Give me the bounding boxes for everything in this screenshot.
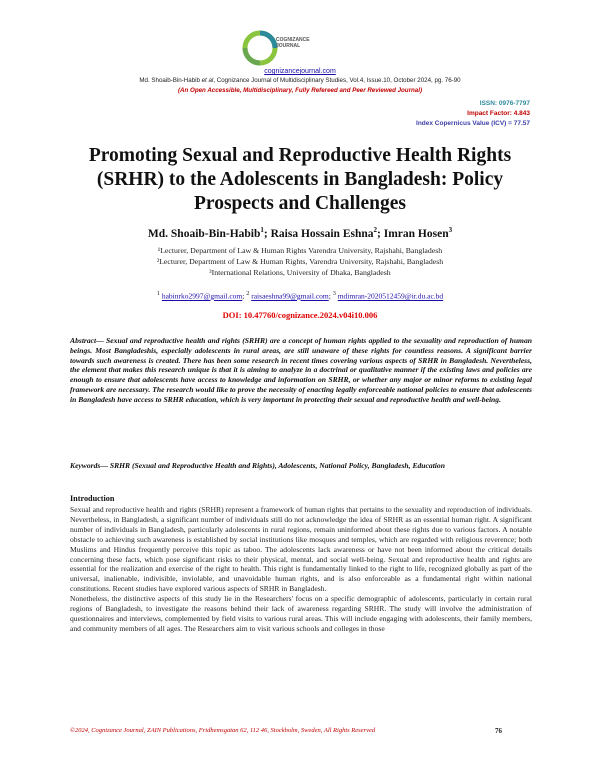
copyright-text: ©2024, Cognizance Journal, ZAIN Publications, Fridhemsgatan 62, 112 46, Stockholm, Sweden, All Rights Reserved <box>70 727 376 734</box>
author-name: Raisa Hossain Eshna <box>270 227 374 240</box>
icv-text: Index Copernicus Value (ICV) = 77.57 <box>416 120 530 127</box>
page-footer <box>70 727 532 734</box>
email-link[interactable]: habinrko2997@gmail.com <box>161 291 243 301</box>
doi-text[interactable]: DOI: 10.47760/cognizance.2024.v04i10.006 <box>222 310 378 320</box>
impact-factor-text: Impact Factor: 4.843 <box>467 110 530 117</box>
paper-title: Promoting Sexual and Reproductive Health Rights (SRHR) to the Adolescents in Bangladesh: Policy Prospects and Challenges <box>88 145 512 214</box>
author-emails: $^1$ habinrko2997@gmail.com; $^2$ raisaeshna99@gmail.com; $^3$ mdimran-2020512459@ir.du.ac.bd <box>156 290 444 301</box>
journal-logo <box>232 30 302 68</box>
email-link[interactable]: raisaeshna99@gmail.com <box>251 291 329 301</box>
abstract-paragraph: Abstract— Sexual and reproductive health and rights (SRHR) are a concept of human rights applied to the sexuality and reproduction of human beings. Most Bangladeshis, especially adolescents in rural areas, are still unaware of these rights for countless reasons. A significant barrier towards such awareness is created. There has been some research in recent times covering various aspects of SRHR in Bangladesh. Nevertheless, the element that makes this research unique is that it is aiming to analyze in a doctrinal or qualitative manner if the existing laws and policies are enough to ensure that adolescents have access to knowledge and information on SRHR, or whether any major or minor reforms to existing legal framework are necessary. The research would like to prove the necessity of enacting legally enforceable national policies to ensure that adolescents in Bangladesh have access to SRHR education, which is very important in protecting their sexual and reproductive health and well-being. <box>70 336 532 404</box>
journal-url-link[interactable]: cognizancejournal.com <box>264 68 336 75</box>
keywords-paragraph: Keywords— SRHR (Sexual and Reproductive Health and Rights), Adolescents, National Policy, Bangladesh, Education <box>70 461 445 470</box>
citation-line: Md. Shoaib-Bin-Habib et al, Cognizance Journal of Multidisciplinary Studies, Vol.4, Issue.10, October 2024, pg. 76-90 <box>139 77 461 84</box>
affiliation-1: ¹Lecturer, Department of Law & Human Rights Varendra University, Rajshahi, Bangladesh <box>157 246 443 255</box>
journal-tagline: (An Open Accessible, Multidisciplinary, Fully Refereed and Peer Reviewed Journal) <box>177 87 422 94</box>
email-link[interactable]: mdimran-2020512459@ir.du.ac.bd <box>337 291 444 301</box>
author-name: Md. Shoaib-Bin-Habib <box>147 227 261 240</box>
page-number: 76 <box>495 727 502 735</box>
introduction-body <box>70 505 532 634</box>
author-list: Md. Shoaib-Bin-Habib$^1$; Raisa Hossain Eshna$^2$; Imran Hosen$^3$ <box>147 226 453 240</box>
body-paragraph: Nonetheless, the distinctive aspects of this study lie in the Researchers' focus on a specific demographic of adolescents, particularly in certain rural regions of Bangladesh, to investigate the reasons behind their lack of awareness regarding SRHR. The study will involve the administration of questionnaires and interviews, complemented by field visits to various rural areas. This will include engaging with adolescents, their family members, and community members of all ages. The Researchers aim to visit various schools and colleges in those <box>70 594 532 633</box>
section-heading-introduction: Introduction <box>70 494 115 503</box>
logo-wordmark: COGNIZANCE JOURNAL <box>276 37 310 49</box>
affiliation-3: ³International Relations, University of Dhaka, Bangladesh <box>209 268 391 277</box>
issn-text: ISSN: 0976-7797 <box>479 100 530 107</box>
affiliation-2: ²Lecturer, Department of Law & Human Rights, Varendra University, Rajshahi, Bangladesh <box>156 257 444 266</box>
author-name: Imran Hosen <box>383 227 449 240</box>
body-paragraph: Sexual and reproductive health and rights (SRHR) represent a framework of human rights that pertains to the sexuality and reproduction of individuals. Nevertheless, in Bangladesh, a significant number of individuals still do not acknowledge the idea of SRHR as an essential human right. A significant number of individuals in Bangladesh, particularly adolescents in rural regions, remain uninformed about these rights due to various factors. A notable obstacle to achieving such awareness is established by social institutions like mosques and temples, which are regarded with religious reverence; both Muslims and Hindus frequently perceive this topic as taboo. The adolescents lack awareness or have not been informed about the critical details concerning these facts, which pose significant risks to their physical, mental, and social well-being. Sexual and reproductive health and rights are essential for the realization and exercise of the right to health. This right is fundamentally linked to the right to life, recognized globally as part of the universal, inalienable, indivisible, inviolable, and unavoidable human rights, and is also enforceable as a fundamental right within national constitutions. Recent studies have explored various aspects of SRHR in Bangladesh. <box>70 505 532 594</box>
journal-metrics <box>416 99 530 129</box>
